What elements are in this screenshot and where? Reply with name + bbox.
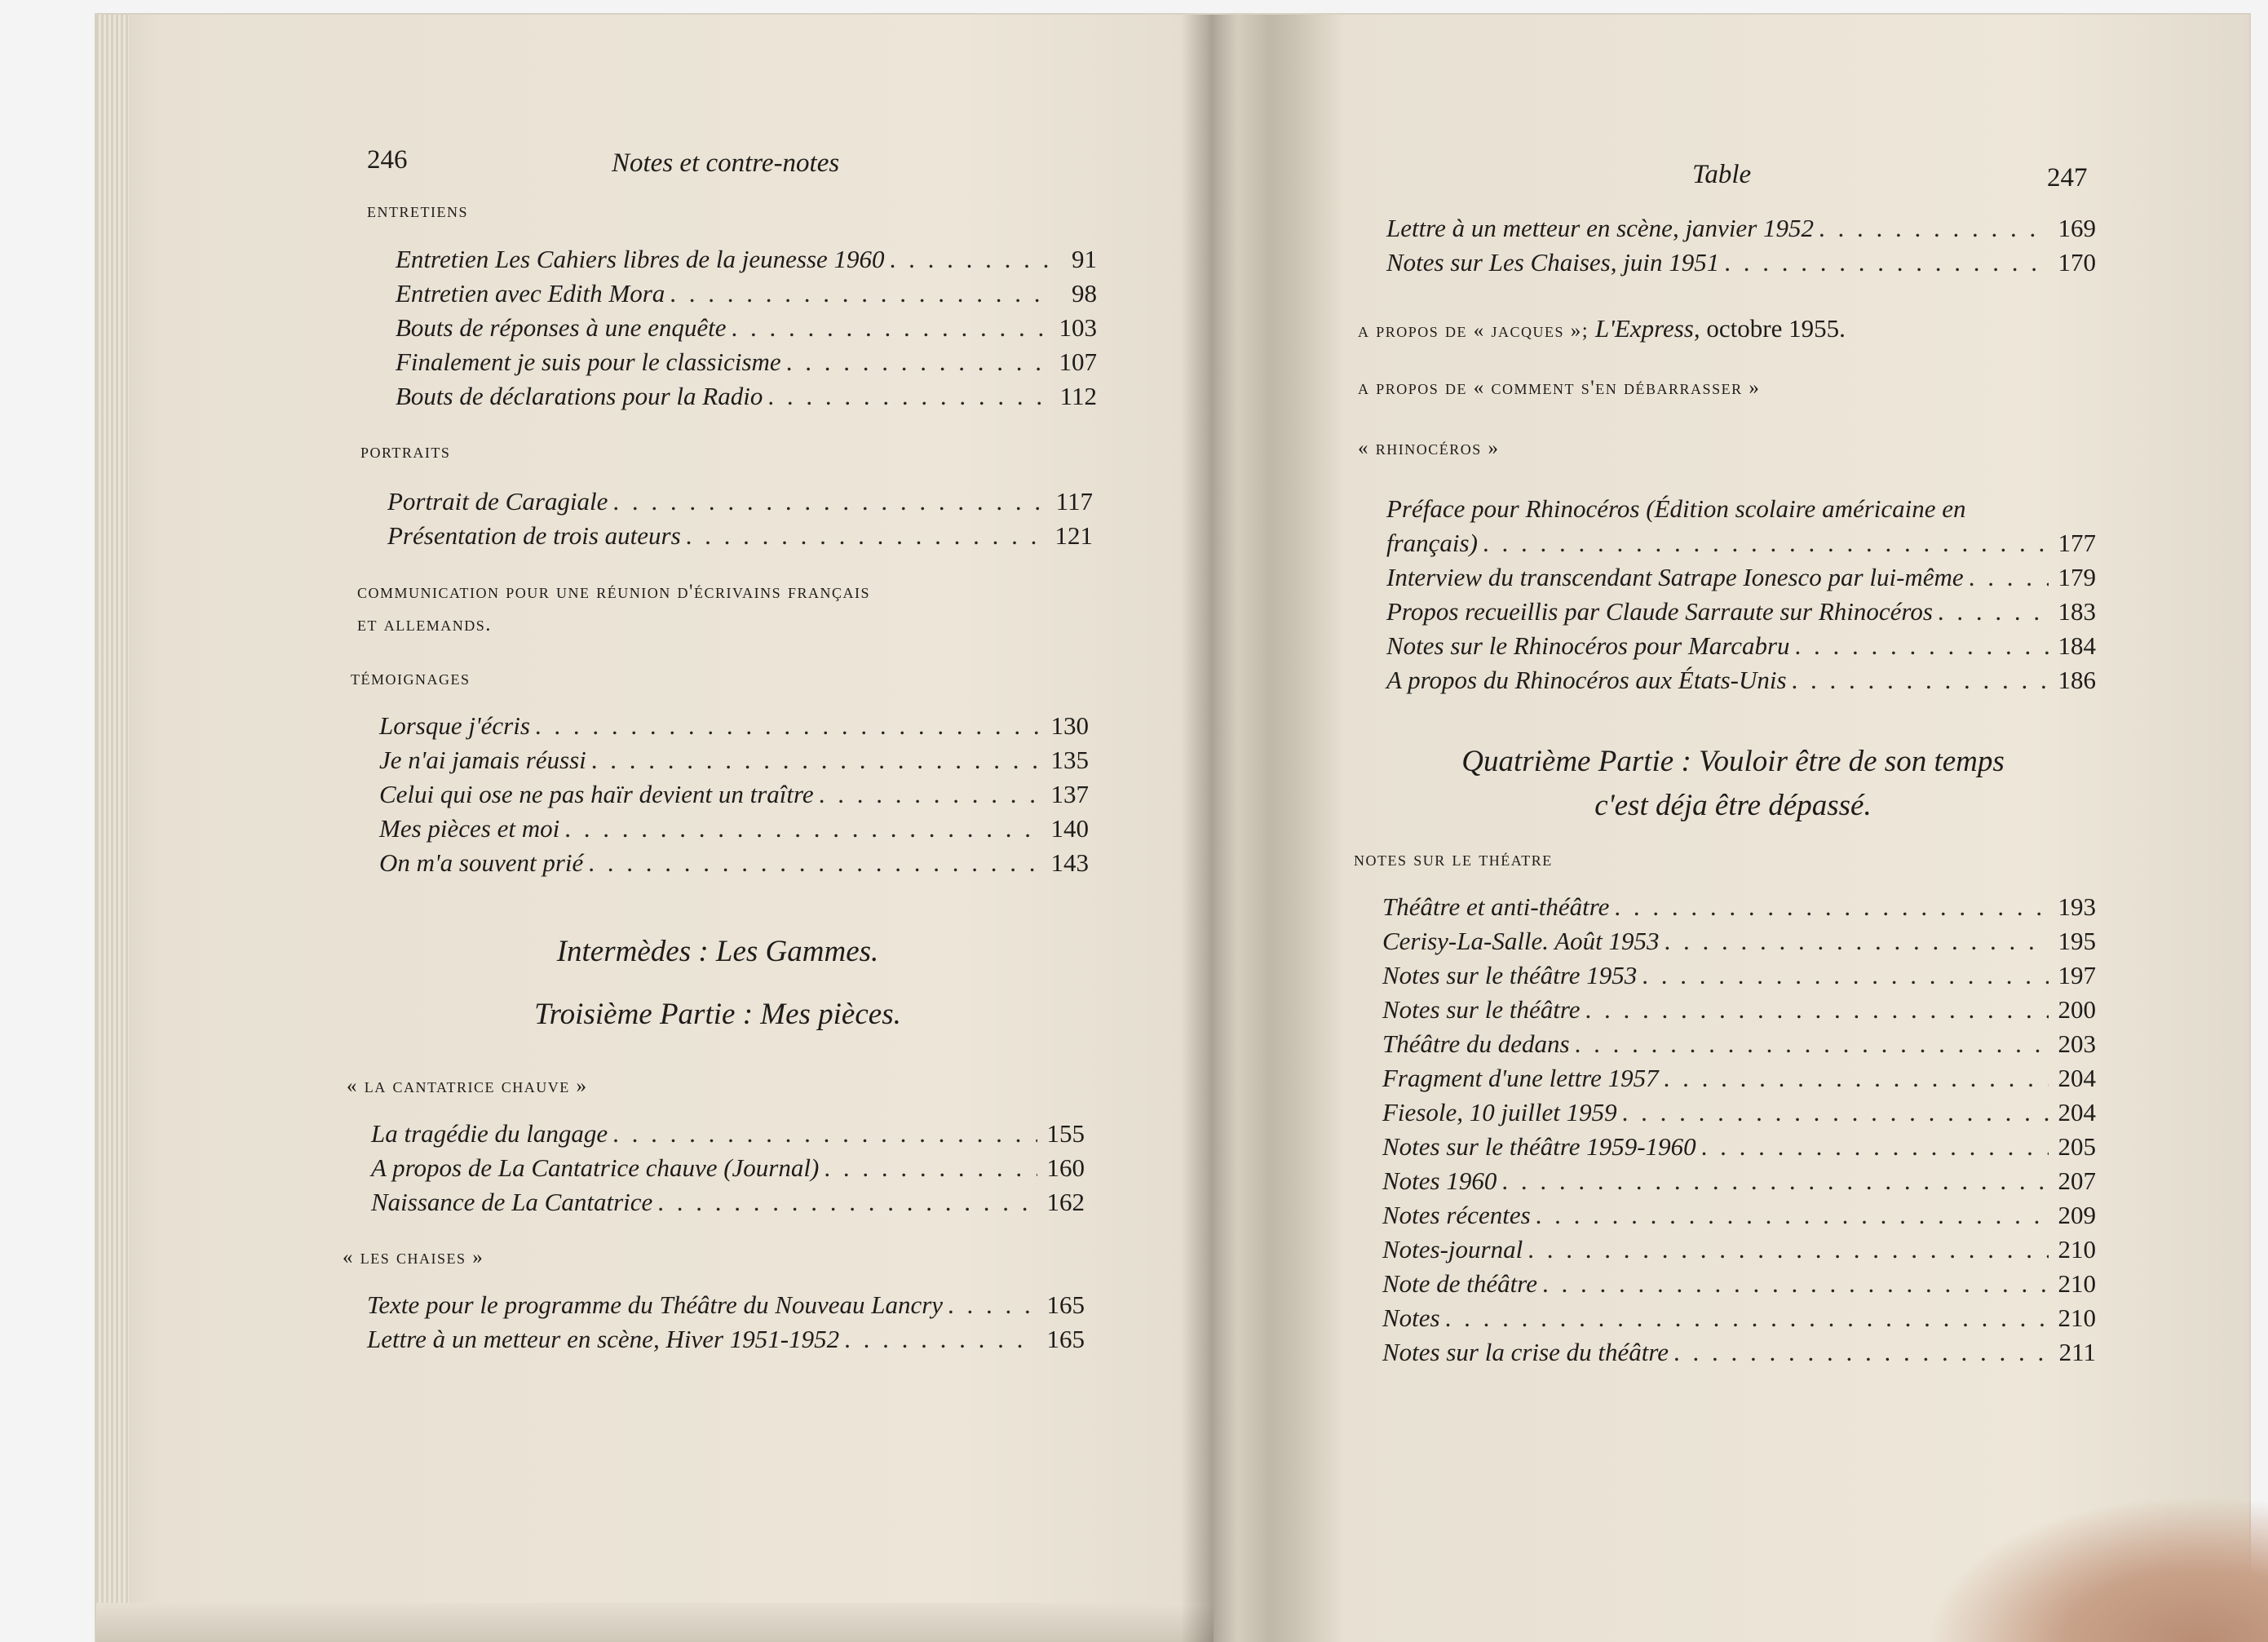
- page-edges-bottom: [96, 1603, 1214, 1642]
- toc-entry: Entretien avec Edith Mora . . . 98: [396, 279, 1097, 312]
- toc-entry: Notes sur le théâtre . . . 200: [1382, 995, 2096, 1028]
- toc-entry: Lettre à un metteur en scène, Hiver 1951-1952 . . . 165: [367, 1325, 1085, 1357]
- toc-entry: La tragédie du langage . . . 155: [371, 1119, 1085, 1152]
- toc-entry: Bouts de déclarations pour la Radio . . . 112: [396, 382, 1097, 414]
- toc-entry: On m'a souvent prié . . . 143: [379, 848, 1089, 881]
- part-title: Troisième Partie : Mes pièces.: [534, 998, 901, 1031]
- book-gutter: [1181, 15, 1238, 1642]
- toc-entry: Mes pièces et moi . . . 140: [379, 814, 1089, 847]
- toc-entry: Notes . . . 210: [1382, 1303, 2096, 1336]
- toc-entry: Interview du transcendant Satrape Ionesco par lui-même . . . 179: [1386, 563, 2096, 595]
- toc-entry: Présentation de trois auteurs . . . 121: [387, 521, 1093, 554]
- toc-entry: français) . . . 177: [1386, 529, 2096, 561]
- toc-entry: Cerisy-La-Salle. Août 1953 . . . 195: [1382, 927, 2096, 959]
- section-heading: entretiens: [367, 200, 468, 222]
- toc-entry: Fragment d'une lettre 1957 . . . 204: [1382, 1064, 2096, 1096]
- toc-entry: Notes sur Les Chaises, juin 1951 . . . 170: [1386, 248, 2096, 281]
- toc-entry: Notes récentes . . . 209: [1382, 1201, 2096, 1233]
- toc-entry: Texte pour le programme du Théâtre du Nouveau Lancry . . . 165: [367, 1290, 1085, 1323]
- toc-entry: Bouts de réponses à une enquête . . . 103: [396, 313, 1097, 346]
- toc-entry: Naissance de La Cantatrice . . . 162: [371, 1188, 1085, 1220]
- section-heading: témoignages: [351, 667, 471, 689]
- part-title-continued: c'est déja être dépassé.: [1594, 789, 1872, 822]
- page-number: 246: [367, 145, 408, 175]
- toc-entry-first-line: Préface pour Rhinocéros (Édition scolaire américaine en: [1386, 494, 1966, 523]
- running-title: Table: [1692, 160, 1752, 189]
- section-heading: « les chaises »: [343, 1246, 484, 1268]
- running-title: Notes et contre-notes: [612, 148, 840, 178]
- section-heading: « rhinocéros »: [1358, 437, 1500, 459]
- toc-entry: Portrait de Caragiale . . . 117: [387, 487, 1093, 520]
- section-heading-continued: et allemands.: [357, 613, 492, 635]
- section-heading: portraits: [360, 440, 451, 463]
- section-heading: communication pour une réunion d'écrivains français: [357, 581, 870, 603]
- part-title: Quatrième Partie : Vouloir être de son temps: [1461, 745, 2005, 778]
- part-title: Intermèdes : Les Gammes.: [556, 935, 879, 968]
- toc-entry: Fiesole, 10 juillet 1959 . . . 204: [1382, 1098, 2096, 1131]
- toc-entry: Lorsque j'écris . . . 130: [379, 711, 1089, 744]
- toc-entry: Notes sur le théâtre 1953 . . . 197: [1382, 961, 2096, 994]
- section-heading: notes sur le théatre: [1354, 848, 1553, 870]
- toc-entry: Notes sur la crise du théâtre . . . 211: [1382, 1338, 2096, 1370]
- toc-entry: Je n'ai jamais réussi . . . 135: [379, 746, 1089, 778]
- hand-shadow: [1925, 1495, 2268, 1642]
- toc-entry: Notes 1960 . . . 207: [1382, 1166, 2096, 1199]
- section-heading: a propos de « comment s'en débarrasser »: [1358, 377, 1761, 399]
- section-heading: « la cantatrice chauve »: [347, 1075, 588, 1097]
- toc-entry: Entretien Les Cahiers libres de la jeunesse 1960 . . . 91: [396, 245, 1097, 277]
- toc-entry: Finalement je suis pour le classicisme . . . 107: [396, 347, 1097, 380]
- page-number: 247: [2047, 163, 2088, 193]
- section-heading: a propos de « jacques »; L'Express, octobre 1955.: [1358, 314, 1846, 343]
- toc-entry: Celui qui ose ne pas haïr devient un traître . . . 137: [379, 780, 1089, 812]
- page-edges-left: [96, 15, 129, 1642]
- toc-entry: Notes sur le Rhinocéros pour Marcabru . . . 184: [1386, 631, 2096, 664]
- toc-entry: Notes sur le théâtre 1959-1960 . . . 205: [1382, 1132, 2096, 1165]
- toc-entry: Propos recueillis par Claude Sarraute sur Rhinocéros . . . 183: [1386, 597, 2096, 630]
- toc-entry: Théâtre et anti-théâtre . . . 193: [1382, 892, 2096, 925]
- toc-entry: Note de théâtre . . . 210: [1382, 1269, 2096, 1302]
- toc-entry: A propos du Rhinocéros aux États-Unis . . . 186: [1386, 666, 2096, 698]
- toc-entry: Notes-journal . . . 210: [1382, 1235, 2096, 1268]
- toc-entry: A propos de La Cantatrice chauve (Journal) . . . 160: [371, 1153, 1085, 1186]
- toc-entry: Théâtre du dedans . . . 203: [1382, 1029, 2096, 1062]
- toc-entry: Lettre à un metteur en scène, janvier 1952 . . . 169: [1386, 214, 2096, 246]
